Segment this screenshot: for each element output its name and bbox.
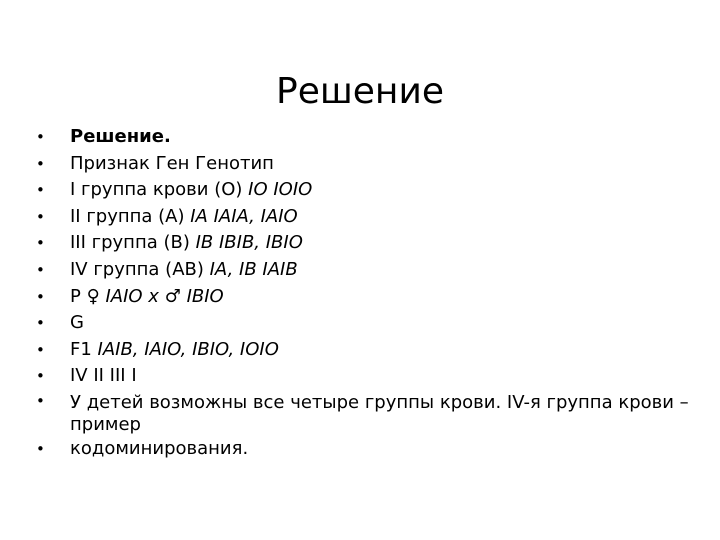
bullet-item	[36, 204, 696, 231]
bullet-item	[36, 310, 696, 337]
bullet-text: IV II III I	[70, 365, 137, 387]
bullet-item	[36, 257, 696, 284]
bullet-item	[36, 337, 696, 364]
slide-title: Решение	[275, 71, 445, 113]
bullet-item	[36, 284, 696, 311]
bullet-text: Решение.	[70, 126, 171, 147]
bullet-item	[36, 436, 696, 463]
bullet-text: кодоминирования.	[70, 437, 249, 459]
bullet-text: У детей возможны все четыре группы крови. IV-я группа крови – пример	[70, 391, 689, 435]
bullet-text: IAIB, IAIO, IBIO, IOIO	[97, 338, 279, 360]
bullet-text: ♂	[158, 285, 187, 307]
bullet-item	[36, 390, 696, 436]
bullet-text: IV группа (АВ)	[70, 258, 210, 280]
bullet-dot: •	[36, 439, 45, 458]
bullet-dot: •	[36, 340, 45, 359]
bullet-dot: •	[36, 314, 45, 333]
bullet-text: F1	[70, 338, 98, 360]
bullet-text: IB IBIB, IBIO	[195, 232, 303, 254]
bullet-text: IAIO х	[105, 285, 159, 307]
bullet-dot: •	[36, 128, 45, 146]
bullet-text: IBIO	[186, 285, 224, 307]
bullet-list	[36, 124, 696, 463]
bullet-item	[36, 151, 696, 178]
bullet-dot: •	[36, 287, 45, 306]
bullet-dot: •	[36, 367, 45, 386]
bullet-dot: •	[36, 207, 45, 226]
bullet-dot: •	[36, 181, 45, 200]
bullet-dot: •	[36, 260, 45, 279]
bullet-text: I группа крови (О)	[70, 179, 249, 201]
bullet-item	[36, 230, 696, 257]
bullet-text: G	[70, 312, 84, 334]
bullet-item	[36, 124, 696, 151]
bullet-text: Р ♀	[70, 285, 106, 307]
bullet-dot: •	[36, 234, 45, 253]
bullet-text: II группа (А)	[70, 205, 191, 227]
bullet-text: IA IAIA, IAIO	[190, 205, 298, 227]
bullet-text: III группа (В)	[70, 232, 196, 254]
bullet-text: IO IOIO	[248, 179, 313, 201]
bullet-item	[36, 363, 696, 390]
bullet-dot: •	[36, 154, 45, 173]
bullet-dot: •	[36, 391, 45, 410]
bullet-text: IA, IB IAIB	[209, 258, 298, 280]
bullet-text: Признак Ген Генотип	[70, 152, 274, 174]
bullet-item	[36, 177, 696, 204]
